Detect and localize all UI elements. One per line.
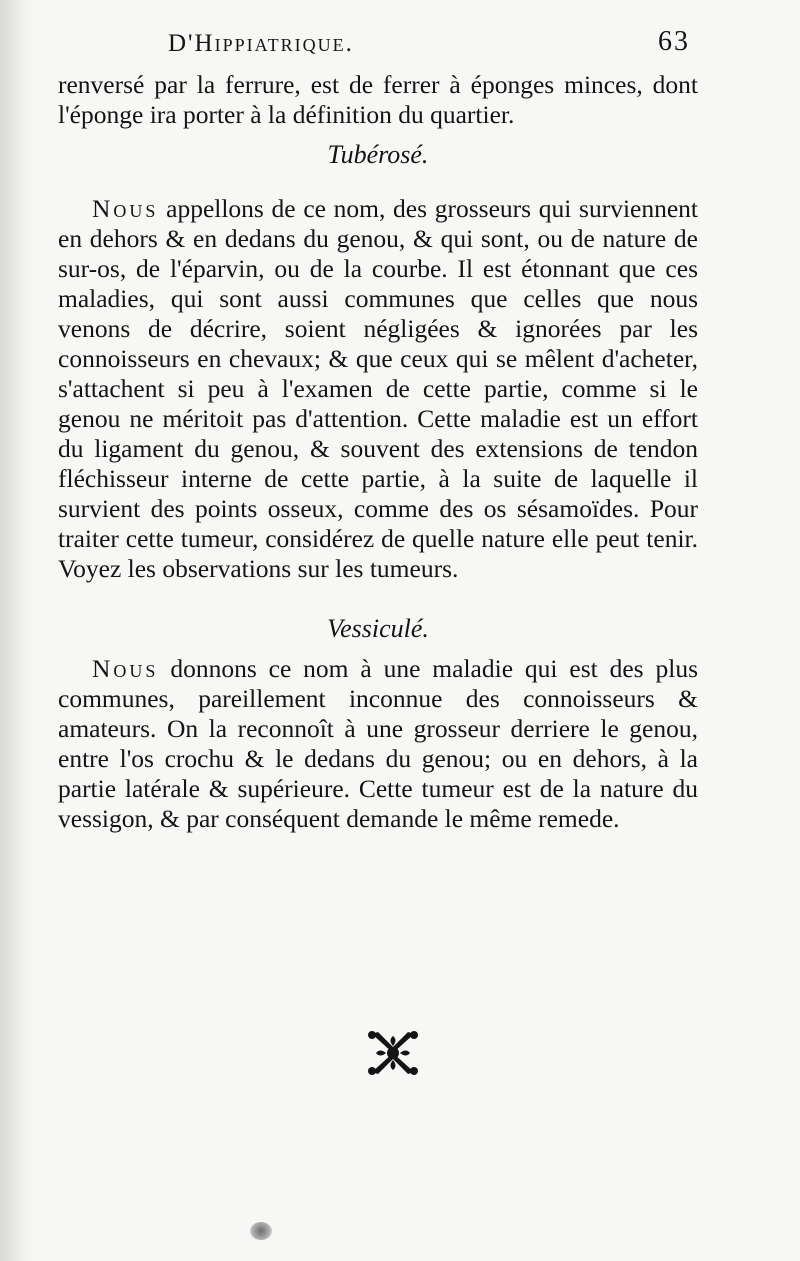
continuation-paragraph: renversé par la ferrure, est de ferrer à éponges minces, dont l'éponge ira porter à la définition du quartier. — [58, 70, 698, 129]
running-head-title: D'Hippiatrique. — [168, 30, 354, 57]
section-title-tuberose: Tubérosé. — [327, 140, 429, 169]
section-title-vessicule: Vessiculé. — [327, 614, 429, 643]
section-gap — [58, 170, 698, 194]
section-gap — [58, 584, 698, 604]
fleuron-ornament-icon — [366, 1030, 420, 1076]
text-block — [58, 26, 698, 834]
tuberose-paragraph — [58, 194, 698, 584]
page-number: 63 — [658, 26, 690, 57]
vessicule-paragraph-text: donnons ce nom à une maladie qui est des plus communes, pareillement inconnue des connoisseurs & amateurs. On la reconnoît à une grosseur derriere le genou, entre l'os crochu & le dedans du genou; ou en dehors, à la partie latérale & supérieure. Cette tumeur est de la nature du vessigon, & par conséquent demande le même remede. — [58, 654, 698, 833]
vessicule-opening-word: Nous — [92, 654, 159, 683]
section-gap — [58, 644, 698, 654]
spine-shadow — [0, 0, 34, 1261]
tuberose-paragraph-text: appellons de ce nom, des grosseurs qui surviennent en dehors & en dedans du genou, & qui sont, ou de nature de sur-os, de l'éparvin, ou de la courbe. Il est étonnant que ces maladies, qui sont aussi communes que celles que nous venons de décrire, soient négligées & ignorées par les connoisseurs en chevaux; & que ceux qui se mêlent d'acheter, s'attachent si peu à l'examen de cette partie, comme si le genou ne méritoit pas d'attention. Cette maladie est un effort du ligament du genou, & souvent des extensions de tendon fléchisseur interne de cette partie, à la suite de laquelle il survient des points osseux, comme des os sésamoïdes. Pour traiter cette tumeur, considérez de quelle nature elle peut tenir. Voyez les observations sur les tumeurs. — [58, 194, 698, 583]
tuberose-opening-word: Nous — [92, 194, 159, 223]
running-head — [58, 26, 698, 70]
ink-smudge — [250, 1222, 272, 1240]
vessicule-paragraph — [58, 654, 698, 834]
